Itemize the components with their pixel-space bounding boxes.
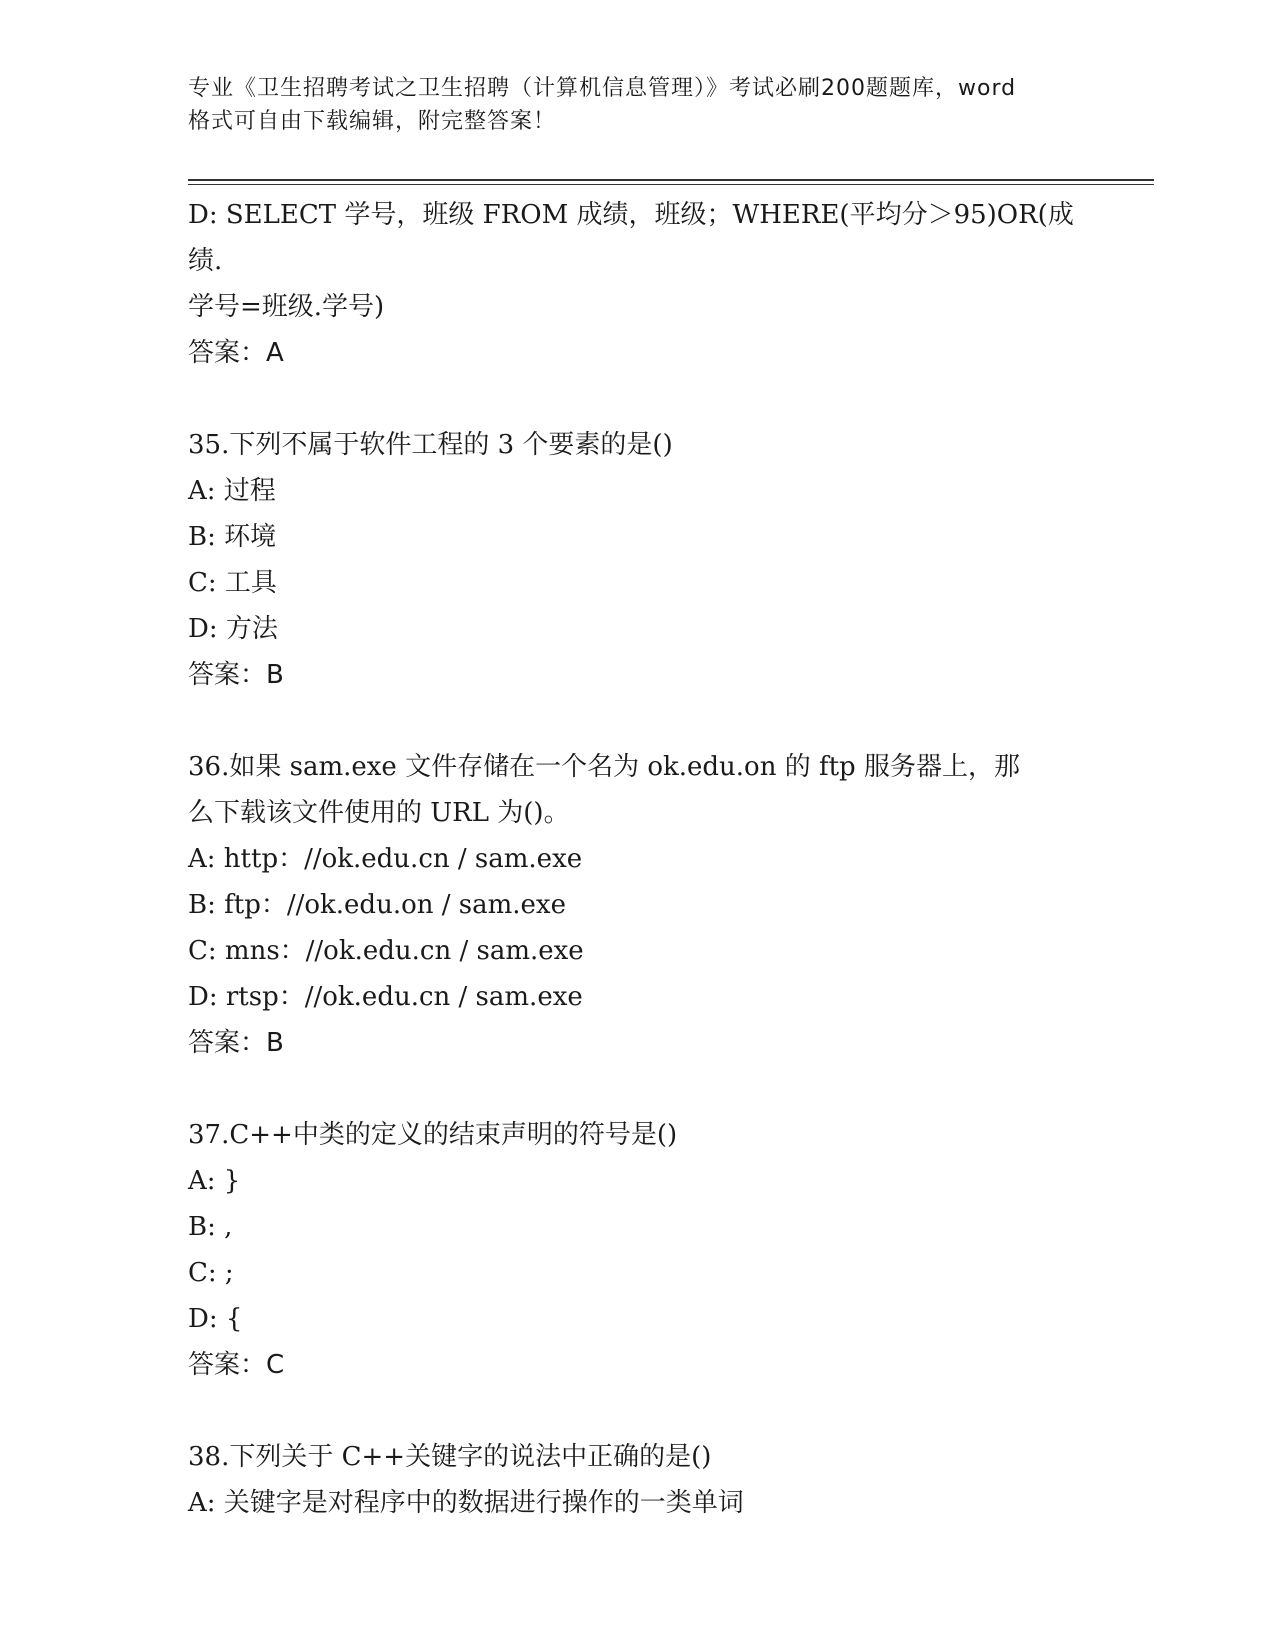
q37-option-c: C: ; — [188, 1258, 234, 1288]
spacer — [188, 698, 1108, 744]
q37-option-d: D: { — [188, 1304, 243, 1334]
header-line-2: 格式可自由下载编辑，附完整答案！ — [188, 109, 557, 134]
prev-option-d-line-2: 学号=班级.学号) — [188, 292, 385, 322]
header-divider-thick — [188, 179, 1154, 181]
question-37 — [188, 1112, 1108, 1388]
q38-option-a: A: 关键字是对程序中的数据进行操作的一类单词 — [188, 1488, 744, 1518]
q36-option-a: A: http：//ok.edu.cn / sam.exe — [188, 844, 583, 874]
q36-stem-line-2: 么下载该文件使用的 URL 为()。 — [188, 798, 570, 828]
question-list — [188, 192, 1108, 1526]
q35-option-c: C: 工具 — [188, 568, 277, 598]
q37-answer: 答案：C — [188, 1350, 285, 1380]
q35-option-b: B: 环境 — [188, 522, 277, 552]
q36-option-d: D: rtsp：//ok.edu.cn / sam.exe — [188, 982, 583, 1012]
spacer — [188, 1066, 1108, 1112]
q35-stem: 35.下列不属于软件工程的 3 个要素的是() — [188, 430, 673, 460]
prev-answer: 答案：A — [188, 338, 284, 368]
prev-option-d-line-1: D: SELECT 学号，班级 FROM 成绩，班级；WHERE(平均分＞95)OR(成绩. — [188, 200, 1074, 276]
q36-option-c: C: mns：//ok.edu.cn / sam.exe — [188, 936, 584, 966]
document-header — [188, 72, 1088, 138]
spacer — [188, 1388, 1108, 1434]
question-35 — [188, 422, 1108, 698]
q37-option-a: A: } — [188, 1166, 241, 1196]
q36-option-b: B: ftp：//ok.edu.on / sam.exe — [188, 890, 566, 920]
spacer — [188, 376, 1108, 422]
q35-option-d: D: 方法 — [188, 614, 278, 644]
q38-stem: 38.下列关于 C++关键字的说法中正确的是() — [188, 1442, 712, 1472]
prev-question-block — [188, 192, 1108, 376]
header-line-1: 专业《卫生招聘考试之卫生招聘（计算机信息管理）》考试必刷200题题库，word — [188, 76, 1017, 101]
q35-option-a: A: 过程 — [188, 476, 276, 506]
q36-stem-line-1: 36.如果 sam.exe 文件存储在一个名为 ok.edu.on 的 ftp 服务器上，那 — [188, 752, 1020, 782]
q35-answer: 答案：B — [188, 660, 284, 690]
q37-stem: 37.C++中类的定义的结束声明的符号是() — [188, 1120, 678, 1150]
q36-answer: 答案：B — [188, 1028, 284, 1058]
question-38 — [188, 1434, 1108, 1526]
question-36 — [188, 744, 1108, 1066]
q37-option-b: B: , — [188, 1212, 233, 1242]
header-divider-thin — [188, 184, 1154, 185]
